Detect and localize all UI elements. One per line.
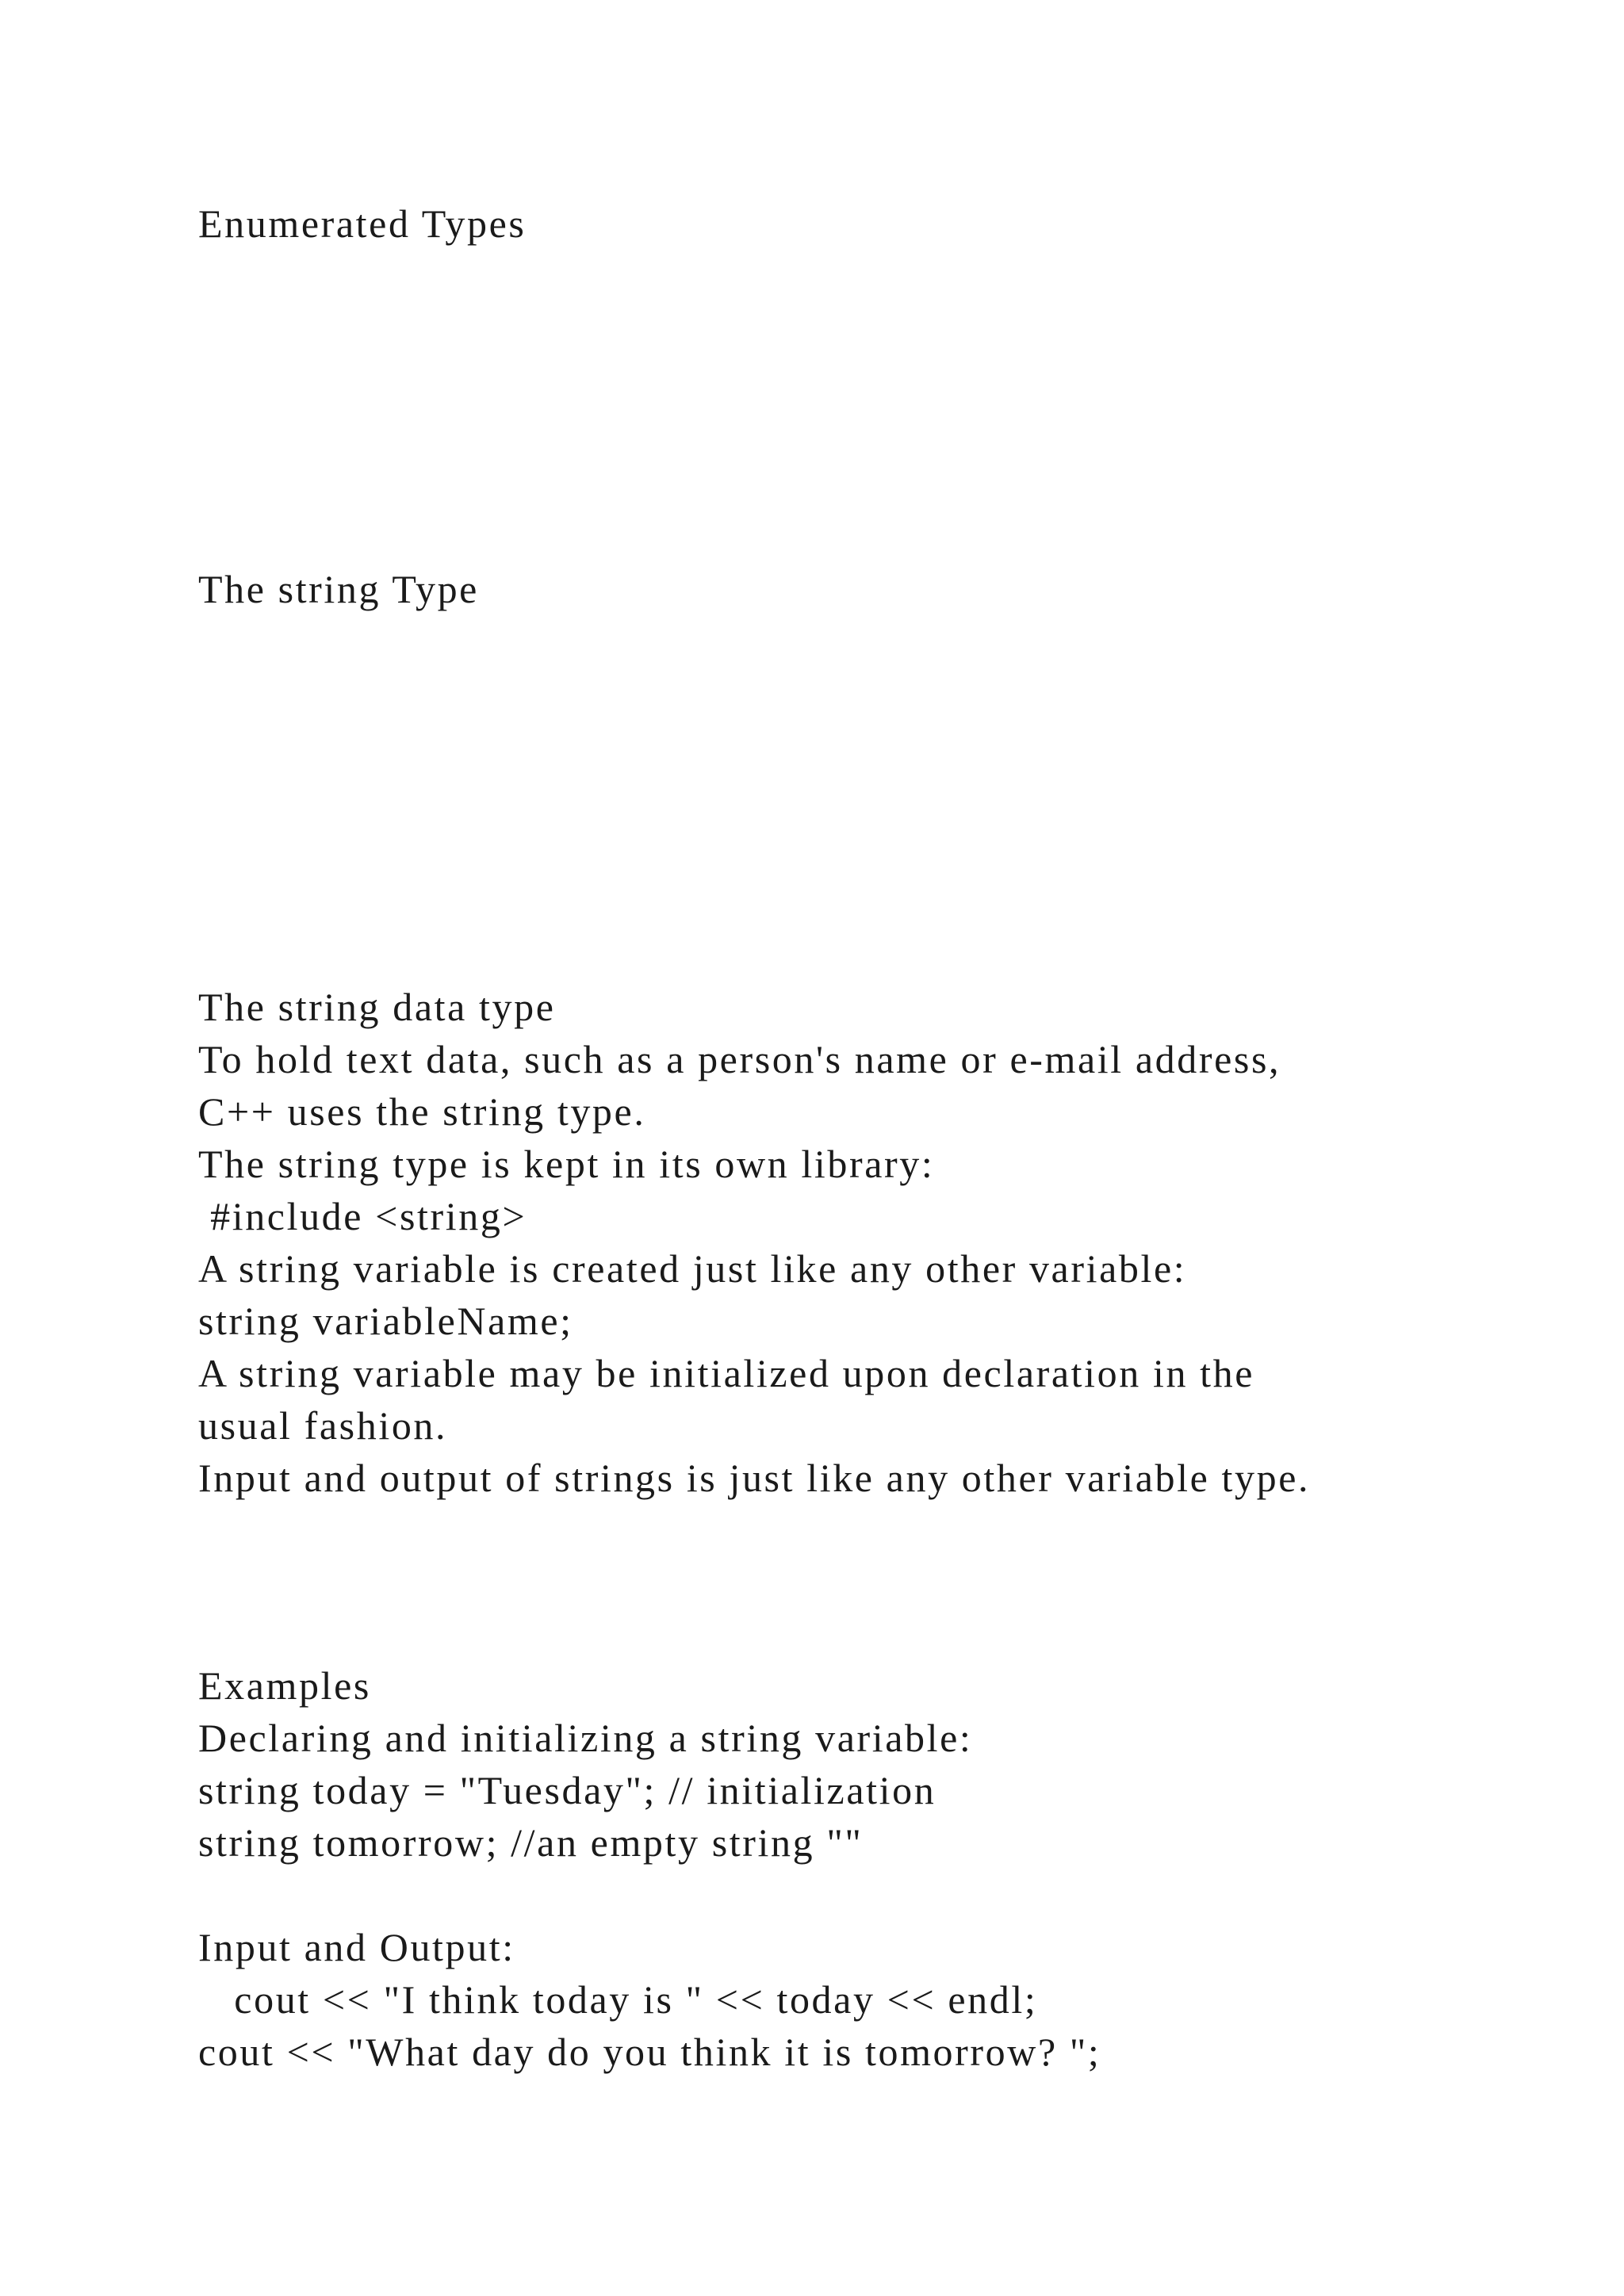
code-line: string today = "Tuesday"; // initialization [198,1768,936,1812]
paragraph-line: A string variable may be initialized upon declaration in the [198,1351,1255,1395]
section-title-input-output: Input and Output: [198,1925,515,1969]
paragraph-line: To hold text data, such as a person's name or e-mail address, [198,1037,1281,1081]
heading-enumerated-types: Enumerated Types [198,201,527,246]
code-line: cout << "What day do you think it is tomorrow? "; [198,2030,1101,2074]
heading-string-type: The string Type [198,567,479,611]
code-line: string tomorrow; //an empty string "" [198,1820,864,1865]
code-line: string variableName; [198,1299,573,1343]
paragraph-line: C++ uses the string type. [198,1089,646,1134]
paragraph-line: Declaring and initializing a string variable: [198,1716,973,1760]
section-title-string-data-type: The string data type [198,985,556,1029]
section-title-examples: Examples [198,1663,371,1708]
code-line: cout << "I think today is " << today << endl; [198,1977,1038,2022]
paragraph-line: The string type is kept in its own library: [198,1142,935,1186]
paragraph-line: usual fashion. [198,1403,448,1448]
paragraph-line: A string variable is created just like any other variable: [198,1246,1187,1291]
code-line: #include <string> [198,1194,527,1238]
paragraph-line: Input and output of strings is just like any other variable type. [198,1456,1311,1500]
